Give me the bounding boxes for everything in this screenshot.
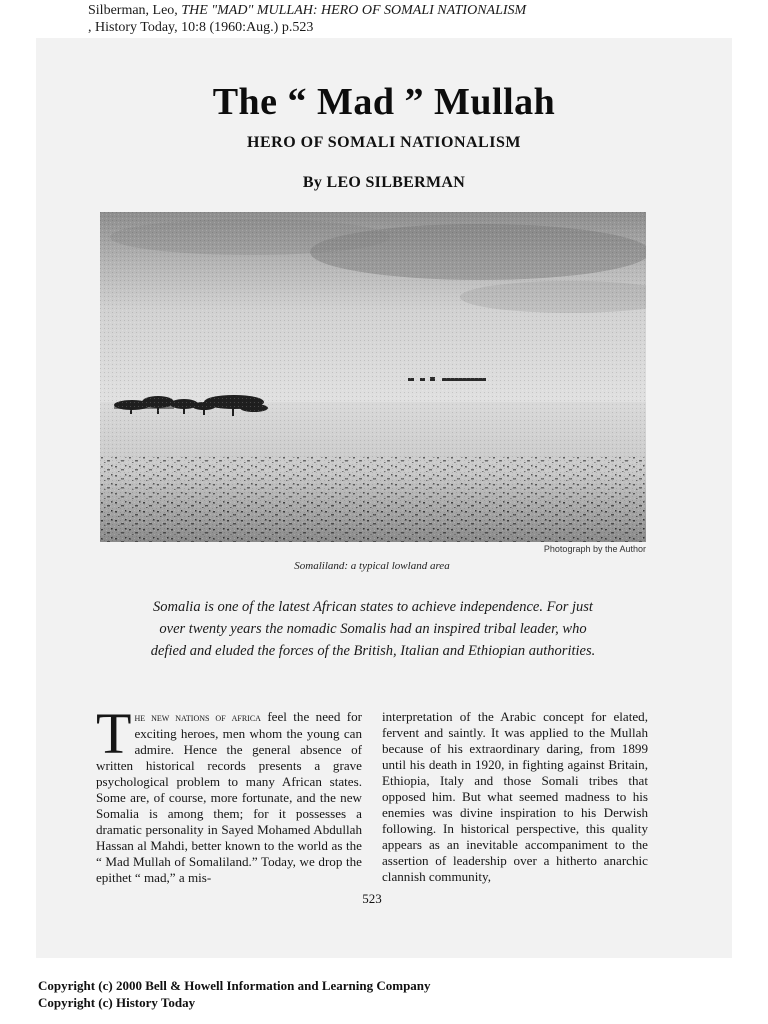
lead-in-small-caps: he new nations of africa <box>134 712 261 724</box>
page-number: 523 <box>362 891 382 906</box>
citation-header <box>88 2 728 36</box>
article-byline: By LEO SILBERMAN <box>302 174 466 191</box>
body-text-right: interpretation of the Arabic concept for elated, fervent and saintly. It was applied to the Mullah because of his extraordinary daring, from 1899 until his death in 1920, in fighting against Britain, Ethiopia, Italy and those Somali tribes that opposed him. But what seemed madness to his enemies was divine inspiration to his Derwish following. In historical perspective, this quality appears as an inevitable accompaniment to the assertion of leadership over a hitherto anarchic clannish community, <box>382 709 648 884</box>
citation-article-title: THE "MAD" MULLAH: HERO OF SOMALI NATIONALISM <box>181 3 527 18</box>
body-text-left: feel the need for exciting heroes, men whom the young can admire. Hence the general absence of written historical records presents a grave psychological problem to many African states. Some are, of course, more fortunate, and the new Somalia is among them; for it possesses a dramatic personality in Sayed Mohamed Abdullah Hassan al Mahdi, better known to the world as the “ Mad Mullah of Somaliland.” Today, we drop the epithet “ mad,” a mis- <box>96 709 362 885</box>
photo-caption: Somaliland: a typical lowland area <box>294 560 450 572</box>
citation-authors: Silberman, Leo, <box>88 3 182 18</box>
copyright-line-2: Copyright (c) History Today <box>38 995 196 1010</box>
article-title: The “ Mad ” Mullah <box>212 81 556 123</box>
article-subtitle: HERO OF SOMALI NATIONALISM <box>247 134 521 151</box>
landscape-photo-image <box>100 212 646 542</box>
body-column-left <box>96 701 362 886</box>
article-standfirst: Somalia is one of the latest African states to achieve independence. For just over twenty years the nomadic Somalis had an inspired tribal leader, who defied and eluded the forces of the British, Italian and Ethiopian authorities. <box>150 599 596 659</box>
copyright-notice <box>38 977 431 1011</box>
body-column-right <box>382 709 648 885</box>
citation-source: , History Today, 10:8 (1960:Aug.) p.523 <box>88 20 314 35</box>
body-paragraph-left <box>96 701 362 886</box>
photo-credit: Photograph by the Author <box>543 544 646 554</box>
drop-cap: T <box>96 701 132 766</box>
copyright-line-1: Copyright (c) 2000 Bell & Howell Information and Learning Company <box>38 978 431 993</box>
landscape-photograph <box>100 212 646 542</box>
